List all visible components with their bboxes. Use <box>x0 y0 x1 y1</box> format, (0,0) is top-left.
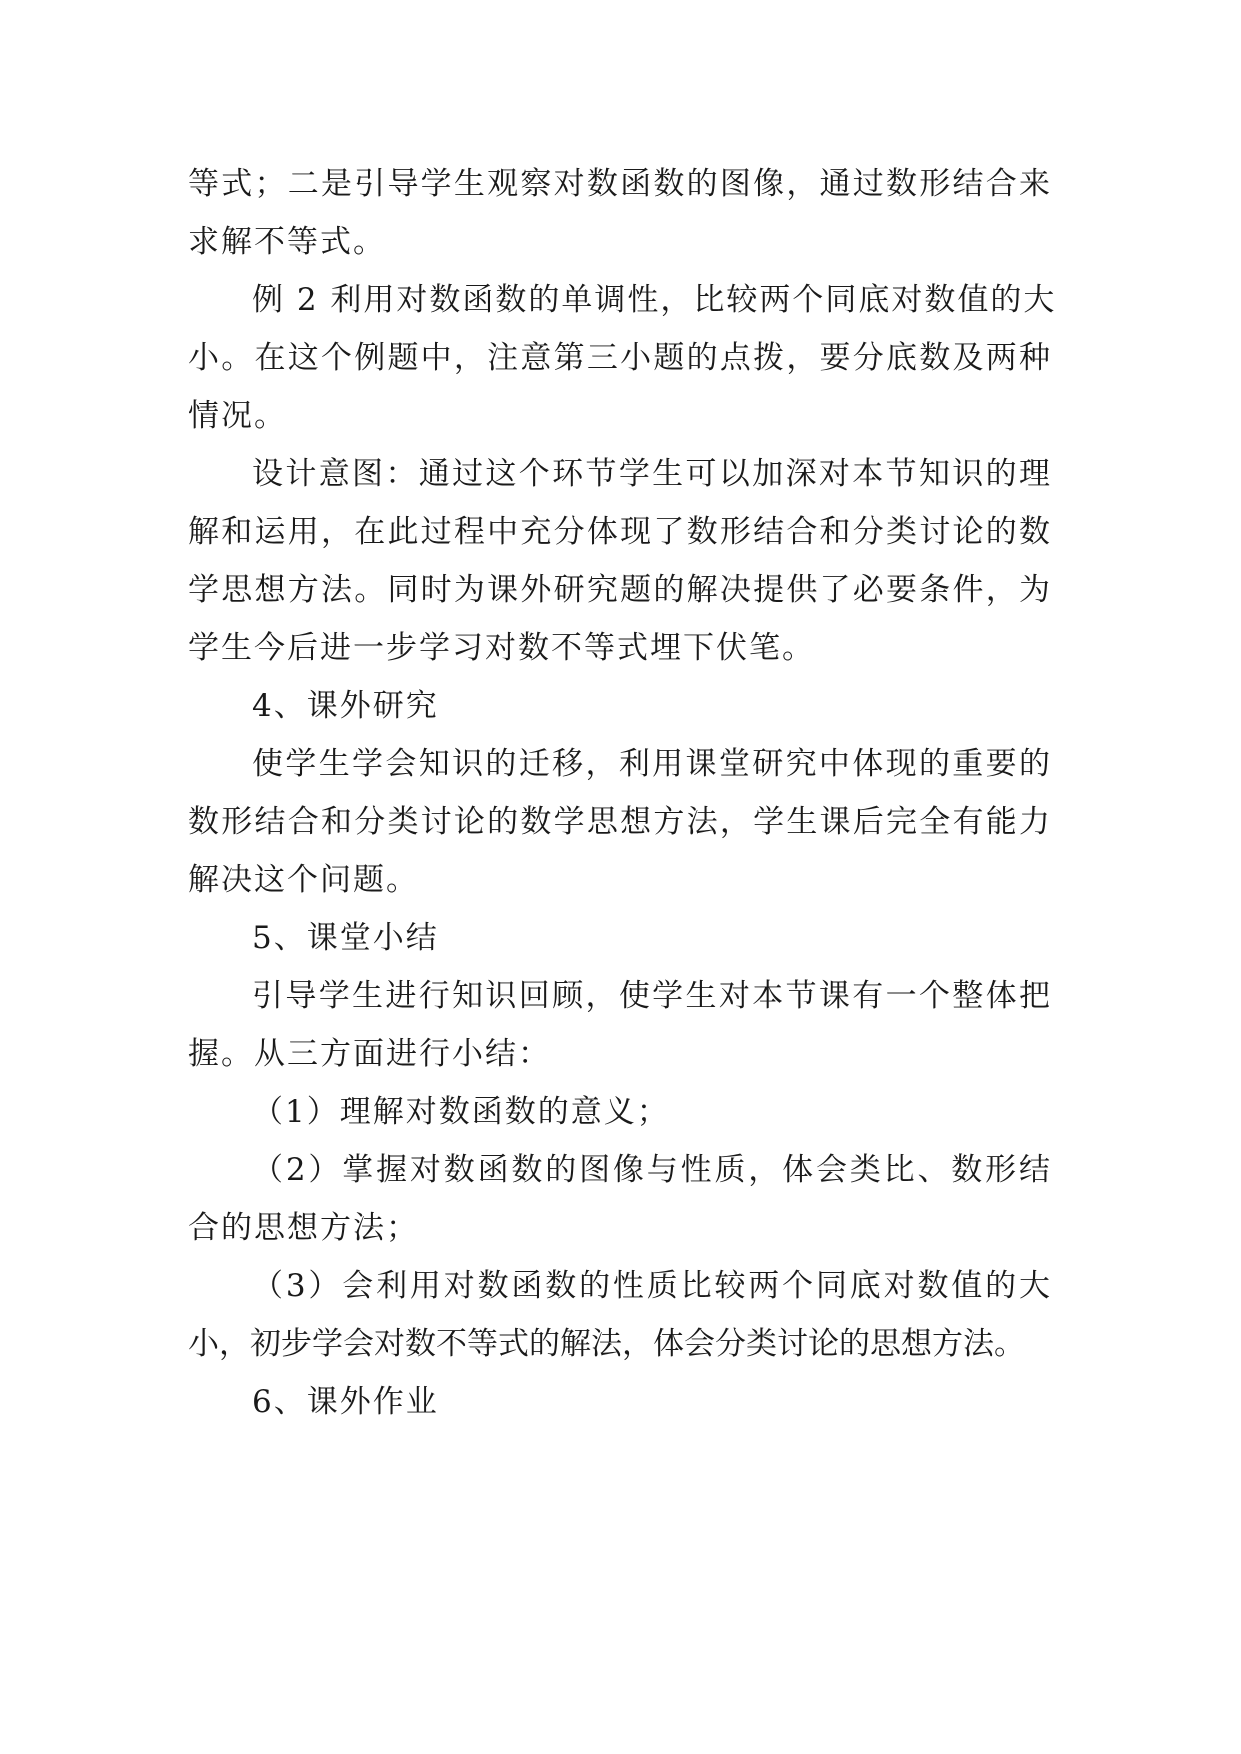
text-line: 学生今后进一步学习对数不等式埋下伏笔。 <box>188 630 815 666</box>
section-heading: 5、课堂小结 <box>252 920 439 956</box>
text-line: 握。从三方面进行小结： <box>188 1036 551 1072</box>
list-item: （3）会利用对数函数的性质比较两个同底对数值的大 <box>252 1268 1052 1304</box>
text-line: 等式；二是引导学生观察对数函数的图像，通过数形结合来 <box>188 166 1052 202</box>
text-line: 小。在这个例题中，注意第三小题的点拨，要分底数及两种 <box>188 340 1052 376</box>
list-item: （1）理解对数函数的意义； <box>252 1094 670 1130</box>
section-heading: 6、课外作业 <box>252 1384 439 1420</box>
text-line: 解和运用，在此过程中充分体现了数形结合和分类讨论的数 <box>188 514 1052 550</box>
text-line: 引导学生进行知识回顾，使学生对本节课有一个整体把 <box>252 978 1052 1014</box>
text-line: 使学生学会知识的迁移，利用课堂研究中体现的重要的 <box>252 746 1052 782</box>
text-line: 例 2 利用对数函数的单调性，比较两个同底对数值的大 <box>252 282 1057 318</box>
text-line: 设计意图：通过这个环节学生可以加深对本节知识的理 <box>252 456 1052 492</box>
text-line: 小，初步学会对数不等式的解法，体会分类讨论的思想方法。 <box>188 1326 1025 1362</box>
list-item: （2）掌握对数函数的图像与性质，体会类比、数形结 <box>252 1152 1052 1188</box>
text-line: 求解不等式。 <box>188 224 386 260</box>
section-heading: 4、课外研究 <box>252 688 439 724</box>
text-line: 学思想方法。同时为课外研究题的解决提供了必要条件，为 <box>188 572 1052 608</box>
text-line: 数形结合和分类讨论的数学思想方法，学生课后完全有能力 <box>188 804 1052 840</box>
text-line: 解决这个问题。 <box>188 862 419 898</box>
text-line: 合的思想方法； <box>188 1210 419 1246</box>
text-line: 情况。 <box>188 398 287 434</box>
